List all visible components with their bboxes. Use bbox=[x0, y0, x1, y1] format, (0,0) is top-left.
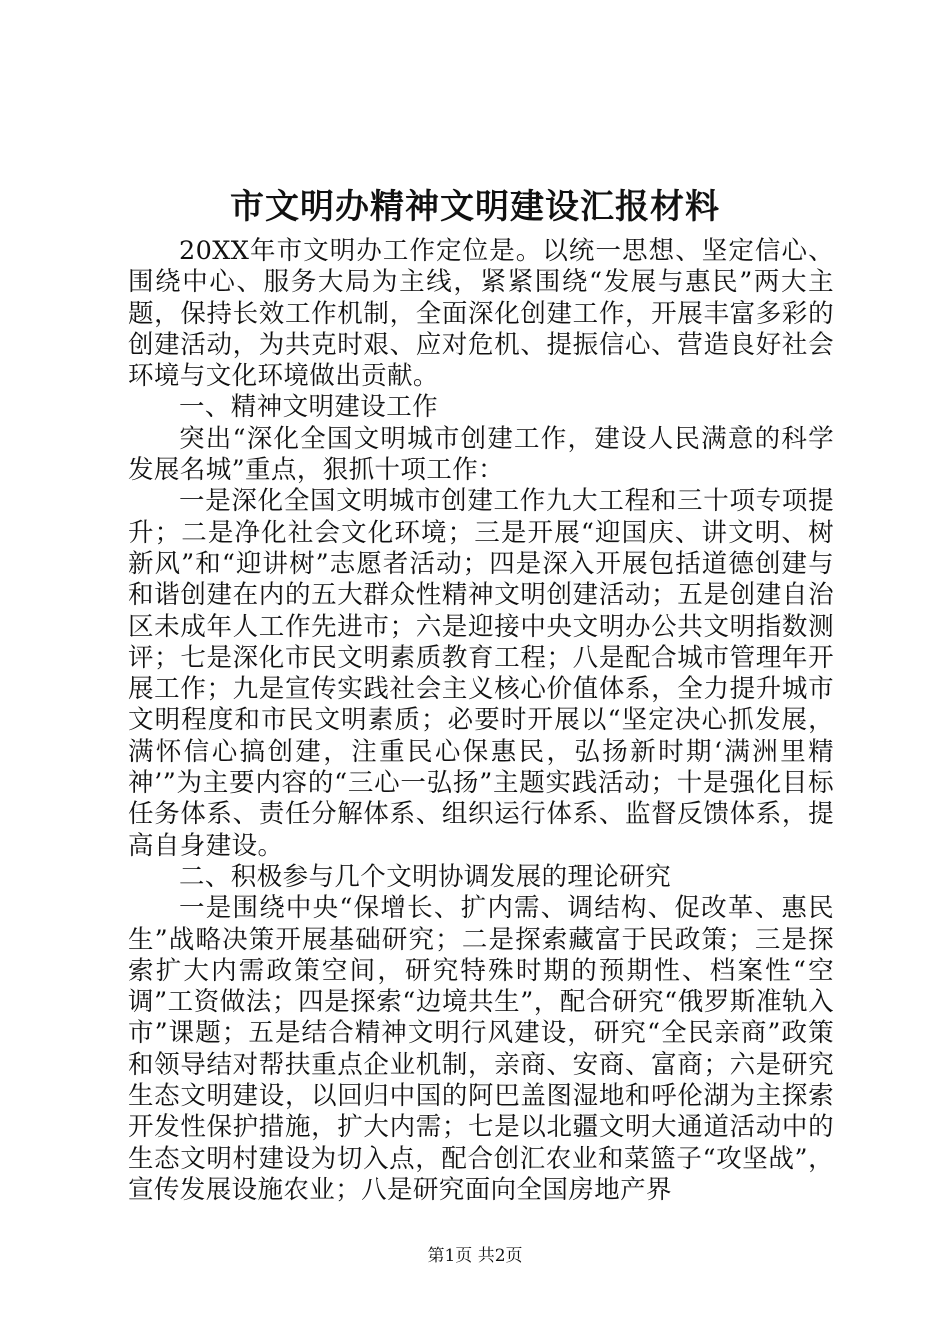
paragraph-research: 一是围绕中央“保增长、扩内需、调结构、促改革、惠民生”战略决策开展基础研究；二是探索藏富于民政策；三是探索扩大内需政策空间，研究特殊时期的预期性、档案性“空调”工资做法；四是探索“边境共生”，配合研究“俄罗斯准轨入市”课题；五是结合精神文明行风建设，研究“全民亲商”政策和领导结对帮扶重点企业机制，亲商、安商、富商；六是研究生态文明建设，以回归中国的阿巴盖图湿地和呼伦湖为主探索开发性保护措施，扩大内需；七是以北疆文明大通道活动中的生态文明村建设为切入点，配合创汇农业和菜篮子“攻坚战”，宣传发展设施农业；八是研究面向全国房地产界 bbox=[128, 893, 834, 1205]
section-heading-1: 一、精神文明建设工作 bbox=[179, 392, 439, 423]
document-title: 市文明办精神文明建设汇报材料 bbox=[230, 187, 720, 227]
document-body bbox=[128, 236, 834, 1206]
section-heading-2: 二、积极参与几个文明协调发展的理论研究 bbox=[179, 861, 672, 892]
paragraph-ten-tasks: 一是深化全国文明城市创建工作九大工程和三十项专项提升；二是净化社会文化环境；三是开展“迎国庆、讲文明、树新风”和“迎讲树”志愿者活动；四是深入开展包括道德创建与和谐创建在内的五大群众性精神文明创建活动；五是创建自治区未成年人工作先进市；六是迎接中央文明办公共文明指数测评；七是深化市民文明素质教育工程；八是配合城市管理年开展工作；九是宣传实践社会主义核心价值体系，全力提升城市文明程度和市民文明素质；必要时开展以“坚定决心抓发展，满怀信心搞创建，注重民心保惠民，弘扬新时期‘满洲里精神’”为主要内容的“三心一弘扬”主题实践活动；十是强化目标任务体系、责任分解体系、组织运行体系、监督反馈体系，提高自身建设。 bbox=[128, 486, 834, 861]
paragraph-intro: 20XX年市文明办工作定位是。以统一思想、坚定信心、围绕中心、服务大局为主线，紧紧围绕“发展与惠民”两大主题，保持长效工作机制，全面深化创建工作，开展丰富多彩的创建活动，为共克时艰、应对危机、提振信心、营造良好社会环境与文化环境做出贡献。 bbox=[128, 236, 834, 392]
paragraph-focus: 突出“深化全国文明城市创建工作，建设人民满意的科学发展名城”重点，狠抓十项工作： bbox=[128, 423, 834, 486]
page-footer: 第1页 共2页 bbox=[427, 1246, 523, 1266]
